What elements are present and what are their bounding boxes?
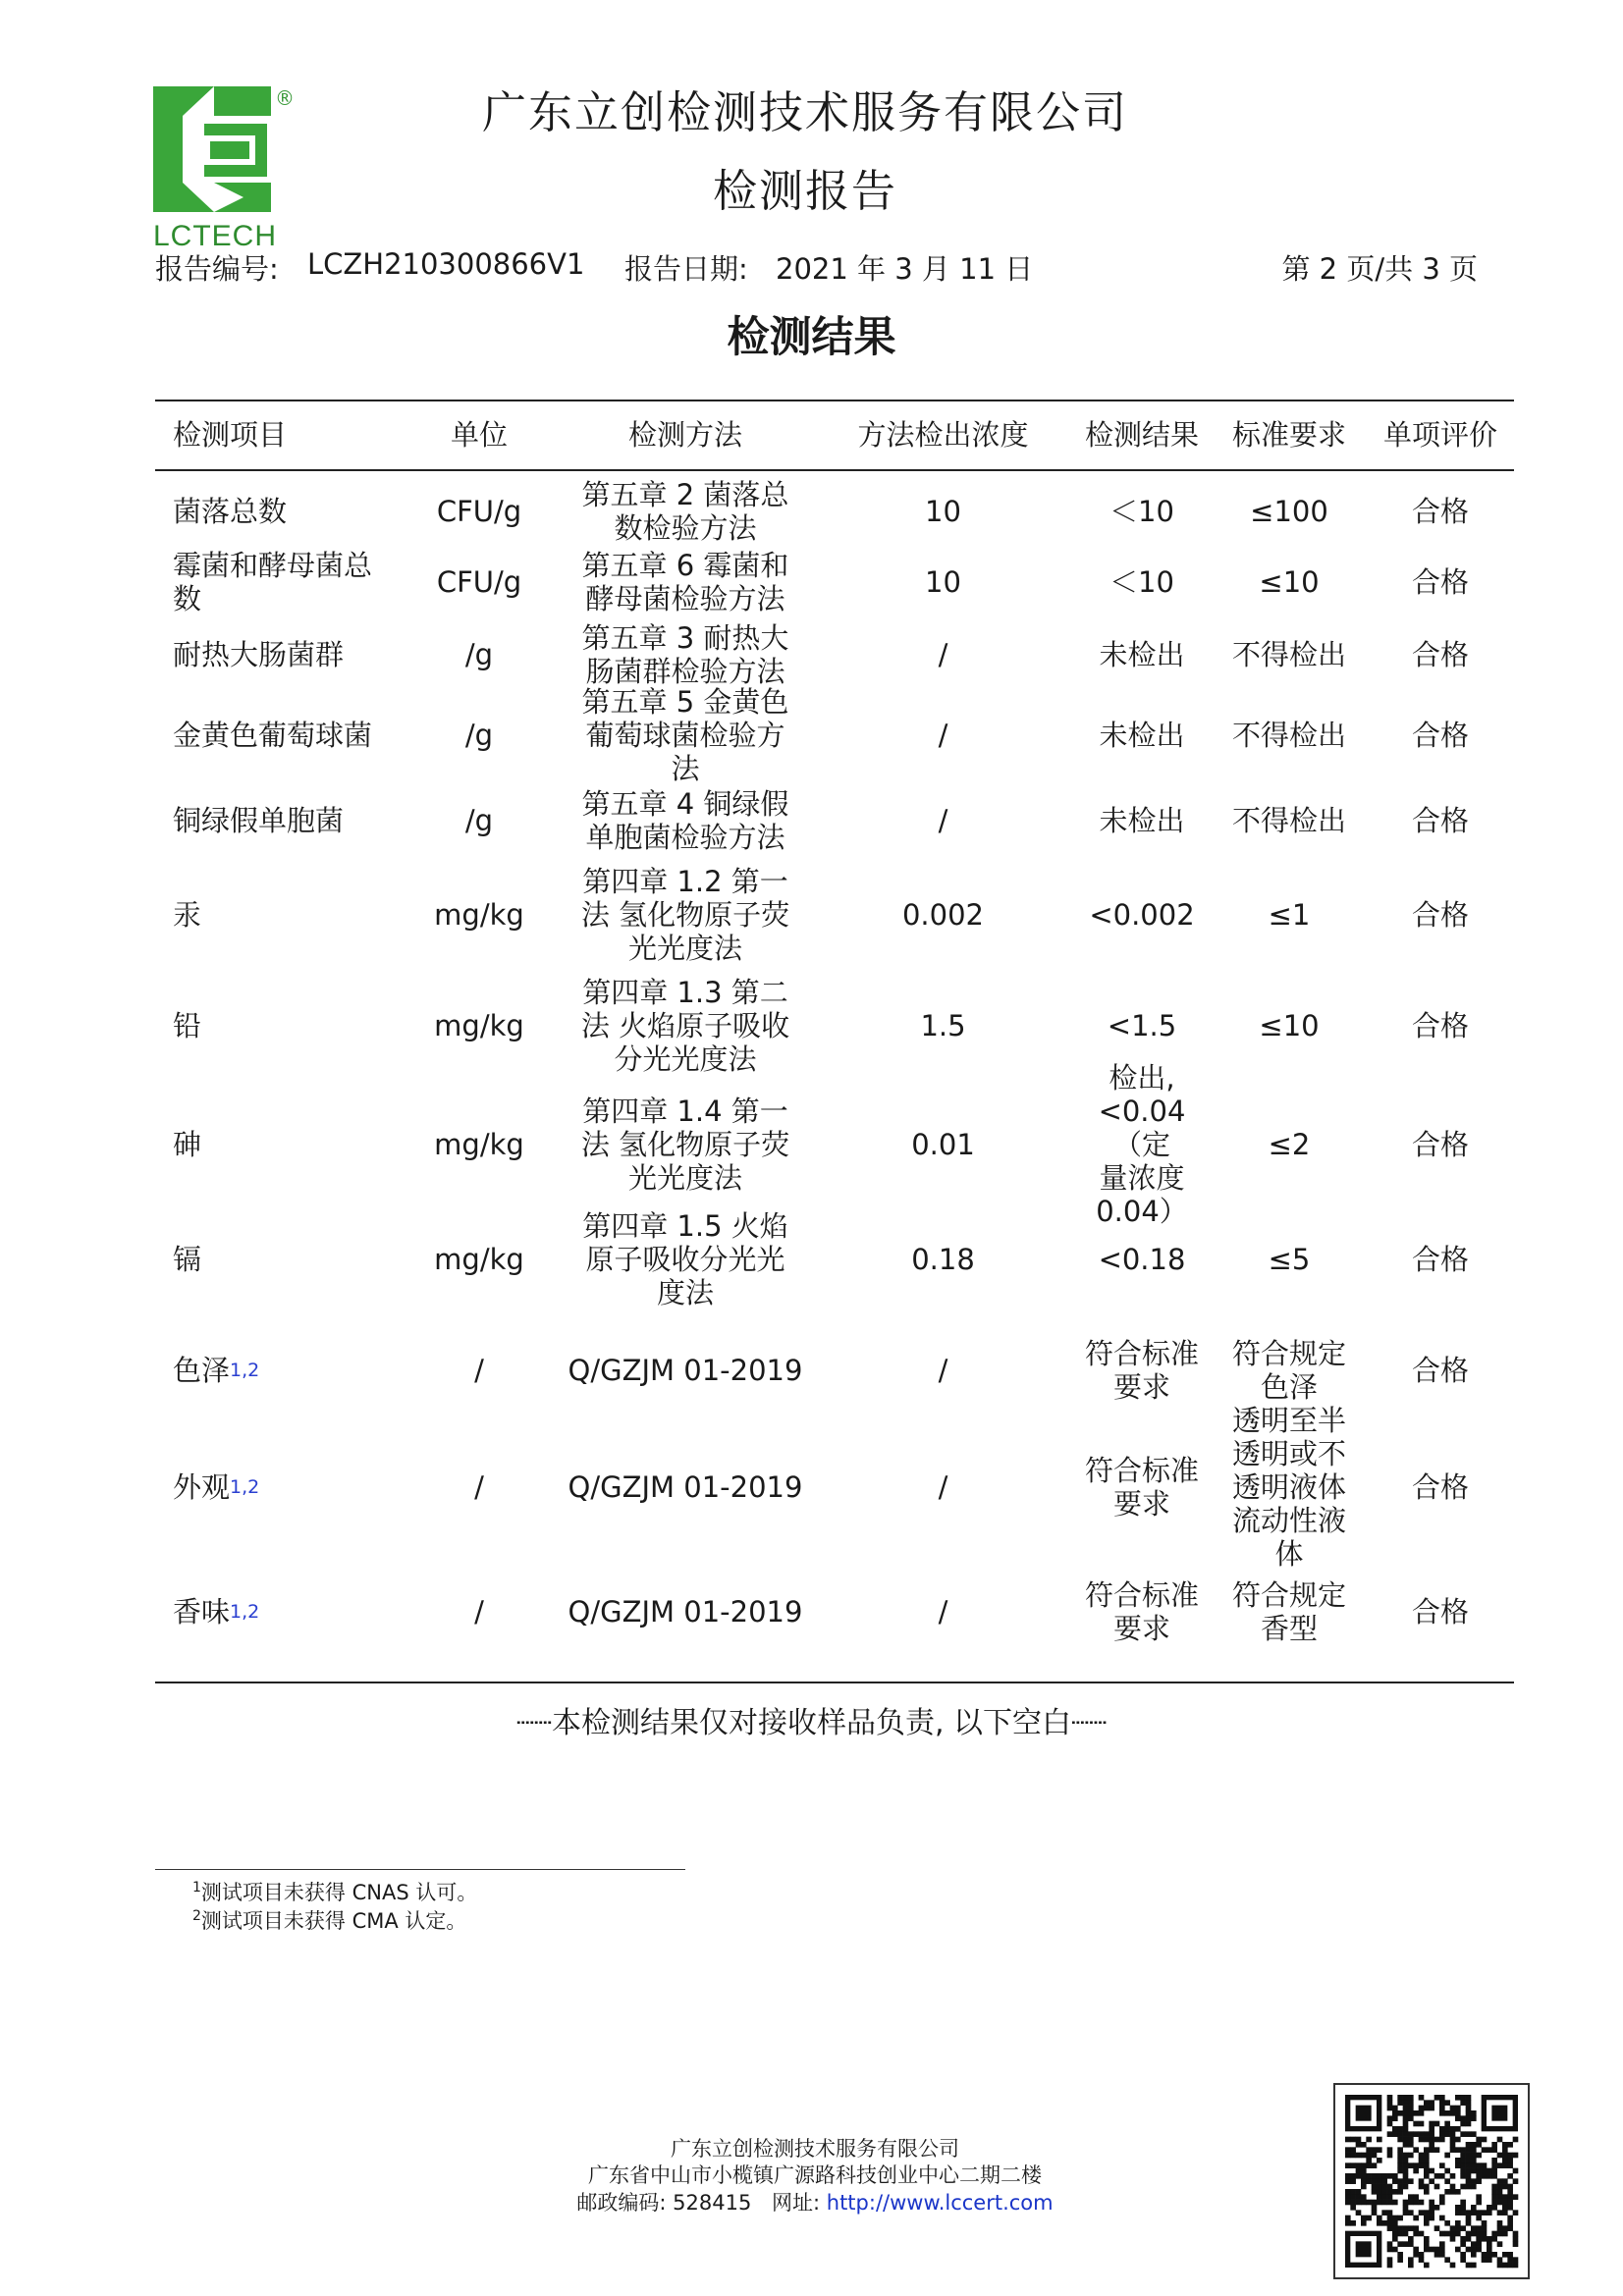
cell-method: 第五章 4 铜绿假 单胞菌检验方法 (581, 787, 789, 854)
cell-lod: 10 (925, 495, 961, 528)
cell-evaluation: 合格 (1411, 1354, 1469, 1387)
header-result: 检测结果 (1084, 417, 1199, 452)
cell-item: 砷 (173, 1128, 202, 1161)
cell-standard: 透明至半 透明或不 透明液体 流动性液 体 (1231, 1404, 1346, 1571)
cell-item: 镉 (173, 1243, 202, 1276)
website-label: 网址: (772, 2191, 821, 2215)
cell-evaluation: 合格 (1411, 804, 1469, 837)
cell-evaluation: 合格 (1411, 1009, 1469, 1042)
cell-evaluation: 合格 (1411, 898, 1469, 932)
cell-unit: /g (464, 637, 494, 671)
postcode-value: 528415 (673, 2191, 752, 2215)
cell-method: 第五章 3 耐热大 肠菌群检验方法 (581, 620, 789, 688)
cell-standard: 不得检出 (1231, 637, 1346, 671)
header-method: 检测方法 (627, 417, 742, 452)
cell-lod: 1.5 (920, 1009, 966, 1042)
cell-standard: ≤2 (1268, 1128, 1311, 1161)
cell-lod: / (938, 804, 948, 837)
cell-lod: / (938, 1470, 948, 1504)
cell-lod: 0.01 (911, 1128, 975, 1161)
header-standard: 标准要求 (1231, 417, 1346, 452)
company-name: 广东立创检测技术服务有限公司 (481, 86, 1128, 138)
cell-result: 符合标准 要求 (1084, 1454, 1199, 1521)
cell-result: 未检出 (1099, 637, 1185, 671)
footnote-1: $^1$测试项目未获得 CNAS 认可。 (192, 1880, 478, 1904)
document-title: 检测报告 (712, 165, 897, 217)
header-unit: 单位 (450, 417, 508, 452)
cell-method: Q/GZJM 01-2019 (568, 1354, 803, 1387)
footnote-2: $^2$测试项目未获得 CMA 认定。 (192, 1908, 467, 1933)
cell-standard: 符合规定 色泽 (1231, 1337, 1346, 1404)
cell-result: ＜10 (1109, 565, 1174, 599)
cell-result: 检出, <0.04（定 量浓度 0.04） (1096, 1061, 1188, 1228)
cell-item: 耐热大肠菌群 (173, 637, 345, 671)
cell-item: 铅 (173, 1009, 202, 1042)
cell-result: <1.5 (1107, 1009, 1177, 1042)
header-evaluation: 单项评价 (1382, 417, 1497, 452)
cell-result: 未检出 (1099, 718, 1185, 752)
cell-item: 铜绿假单胞菌 (173, 804, 345, 837)
cell-result: 符合标准 要求 (1084, 1337, 1199, 1404)
cell-method: 第四章 1.4 第一 法 氢化物原子荧 光光度法 (580, 1095, 790, 1195)
report-no-value: LCZH210300866V1 (307, 247, 585, 281)
cell-standard: ≤10 (1259, 1009, 1320, 1042)
qr-code-icon (1335, 2085, 1528, 2277)
cell-lod: / (938, 1354, 948, 1387)
end-note: ┈┈本检测结果仅对接收样品负责, 以下空白┈┈ (515, 1706, 1108, 1740)
cell-unit: CFU/g (436, 565, 522, 599)
cell-lod: / (938, 637, 948, 671)
report-date-value: 2021 年 3 月 11 日 (776, 252, 1034, 286)
cell-result: <0.18 (1098, 1243, 1186, 1276)
cell-method: 第五章 2 菌落总 数检验方法 (581, 478, 789, 545)
cell-unit: / (474, 1470, 484, 1504)
cell-method: Q/GZJM 01-2019 (568, 1595, 803, 1629)
cell-item: 外观 1,2 (173, 1470, 260, 1504)
cell-standard: ≤100 (1250, 495, 1328, 528)
header-lod: 方法检出浓度 (857, 417, 1029, 452)
cell-unit: /g (464, 718, 494, 752)
table-bottom-rule (155, 1682, 1514, 1683)
header-item: 检测项目 (173, 417, 288, 452)
cell-standard: ≤1 (1268, 898, 1311, 932)
cell-unit: mg/kg (434, 1128, 524, 1161)
footer-company: 广东立创检测技术服务有限公司 (671, 2137, 959, 2161)
cell-evaluation: 合格 (1411, 1595, 1469, 1629)
cell-evaluation: 合格 (1411, 495, 1469, 528)
logo-text: LCTECH (153, 220, 278, 252)
cell-lod: 0.18 (911, 1243, 975, 1276)
page-indicator: 第 2 页/共 3 页 (1281, 252, 1478, 286)
cell-evaluation: 合格 (1411, 1243, 1469, 1276)
cell-evaluation: 合格 (1411, 1128, 1469, 1161)
cell-standard: 符合规定 香型 (1231, 1578, 1346, 1645)
cell-unit: mg/kg (434, 898, 524, 932)
cell-lod: / (938, 1595, 948, 1629)
cell-unit: / (474, 1354, 484, 1387)
cell-result: 未检出 (1099, 804, 1185, 837)
cell-lod: 0.002 (901, 898, 985, 932)
cell-item: 金黄色葡萄球菌 (173, 718, 373, 752)
cell-method: 第四章 1.2 第一 法 氢化物原子荧 光光度法 (580, 865, 790, 965)
cell-standard: ≤10 (1259, 565, 1320, 599)
cell-unit: /g (464, 804, 494, 837)
cell-unit: / (474, 1595, 484, 1629)
cell-standard: 不得检出 (1231, 804, 1346, 837)
postcode-label: 邮政编码: (576, 2191, 667, 2215)
table-header-rule (155, 469, 1514, 471)
cell-unit: CFU/g (436, 495, 522, 528)
cell-item: 汞 (173, 898, 202, 932)
cell-result: <0.002 (1089, 898, 1195, 932)
cell-item: 霉菌和酵母菌总 数 (173, 549, 373, 615)
footer-contact (393, 2187, 1237, 2216)
cell-evaluation: 合格 (1411, 718, 1469, 752)
cell-evaluation: 合格 (1411, 1470, 1469, 1504)
website-link[interactable]: http://www.lccert.com (826, 2191, 1054, 2215)
cell-evaluation: 合格 (1411, 637, 1469, 671)
cell-standard: ≤5 (1268, 1243, 1311, 1276)
cell-method: 第五章 5 金黄色 葡萄球菌检验方 法 (581, 684, 789, 785)
cell-method: 第四章 1.5 火焰 原子吸收分光光 度法 (582, 1209, 788, 1309)
cell-lod: / (938, 718, 948, 752)
cell-method: Q/GZJM 01-2019 (568, 1470, 803, 1504)
registered-mark: ® (275, 86, 295, 110)
cell-method: 第四章 1.3 第二 法 火焰原子吸收 分光光度法 (580, 976, 790, 1076)
footer-address: 广东省中山市小榄镇广源路科技创业中心二期二楼 (588, 2163, 1042, 2187)
qr-code[interactable] (1333, 2083, 1530, 2279)
cell-unit: mg/kg (434, 1243, 524, 1276)
cell-unit: mg/kg (434, 1009, 524, 1042)
company-logo (153, 86, 310, 253)
section-title: 检测结果 (727, 313, 896, 362)
cell-item: 色泽 1,2 (173, 1354, 260, 1387)
logo-mark-icon (153, 86, 271, 212)
cell-item: 香味 1,2 (173, 1595, 260, 1629)
report-no-label: 报告编号: (155, 252, 279, 286)
cell-result: 符合标准 要求 (1084, 1578, 1199, 1645)
cell-lod: 10 (925, 565, 961, 599)
report-date-label: 报告日期: (624, 252, 748, 286)
cell-method: 第五章 6 霉菌和 酵母菌检验方法 (581, 549, 789, 615)
cell-standard: 不得检出 (1231, 718, 1346, 752)
footnote-rule (155, 1869, 685, 1870)
cell-item: 菌落总数 (173, 495, 288, 528)
cell-evaluation: 合格 (1411, 565, 1469, 599)
cell-result: ＜10 (1109, 495, 1174, 528)
